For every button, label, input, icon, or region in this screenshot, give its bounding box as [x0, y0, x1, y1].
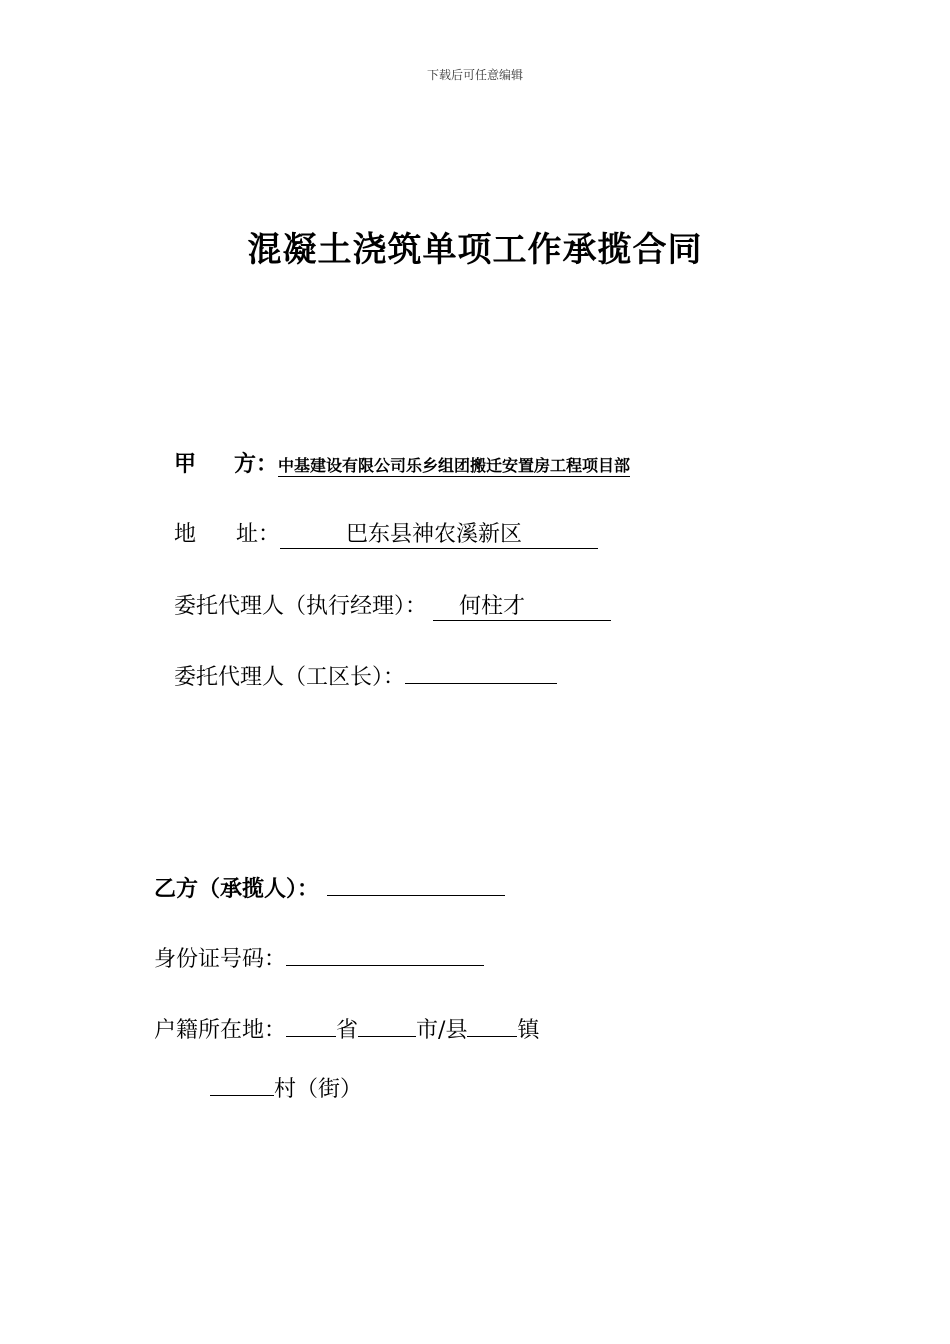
party-a-name: 中基建设有限公司乐乡组团搬迁安置房工程项目部	[278, 453, 630, 477]
document-title: 混凝土浇筑单项工作承揽合同	[247, 230, 703, 270]
village-blank[interactable]	[210, 1071, 274, 1096]
town-label: 镇	[517, 1018, 540, 1043]
town-blank[interactable]	[467, 1012, 517, 1037]
address-label-2: 址：	[236, 522, 281, 547]
address-value: 巴东县神农溪新区	[280, 517, 598, 549]
party-b-line	[154, 871, 505, 903]
address-label-1: 地	[174, 522, 197, 547]
agent-manager-line	[174, 589, 611, 621]
city-blank[interactable]	[358, 1012, 416, 1037]
province-blank[interactable]	[286, 1012, 336, 1037]
residence-label: 户籍所在地：	[154, 1018, 287, 1043]
address-line	[174, 517, 598, 549]
province-label: 省	[336, 1018, 359, 1043]
city-label: 市/县	[416, 1018, 468, 1043]
village-label: 村（街）	[274, 1077, 363, 1102]
agent-manager-value: 何柱才	[433, 589, 611, 621]
village-line	[210, 1071, 362, 1103]
agent-zone-blank[interactable]	[405, 659, 557, 684]
agent-zone-line	[174, 659, 557, 691]
agent-zone-label: 委托代理人（工区长）：	[174, 665, 406, 690]
party-a-label-2: 方：	[234, 452, 279, 477]
agent-manager-label: 委托代理人（执行经理）：	[174, 594, 428, 619]
party-a-line	[174, 447, 630, 478]
id-number-blank[interactable]	[286, 941, 484, 966]
id-number-line	[154, 941, 484, 973]
page-header-note: 下载后可任意编辑	[426, 68, 523, 82]
party-b-blank[interactable]	[327, 871, 505, 896]
id-number-label: 身份证号码：	[154, 947, 287, 972]
party-b-label: 乙方（承揽人）：	[154, 877, 320, 902]
party-a-label-1: 甲	[174, 452, 197, 477]
residence-line	[154, 1012, 539, 1044]
